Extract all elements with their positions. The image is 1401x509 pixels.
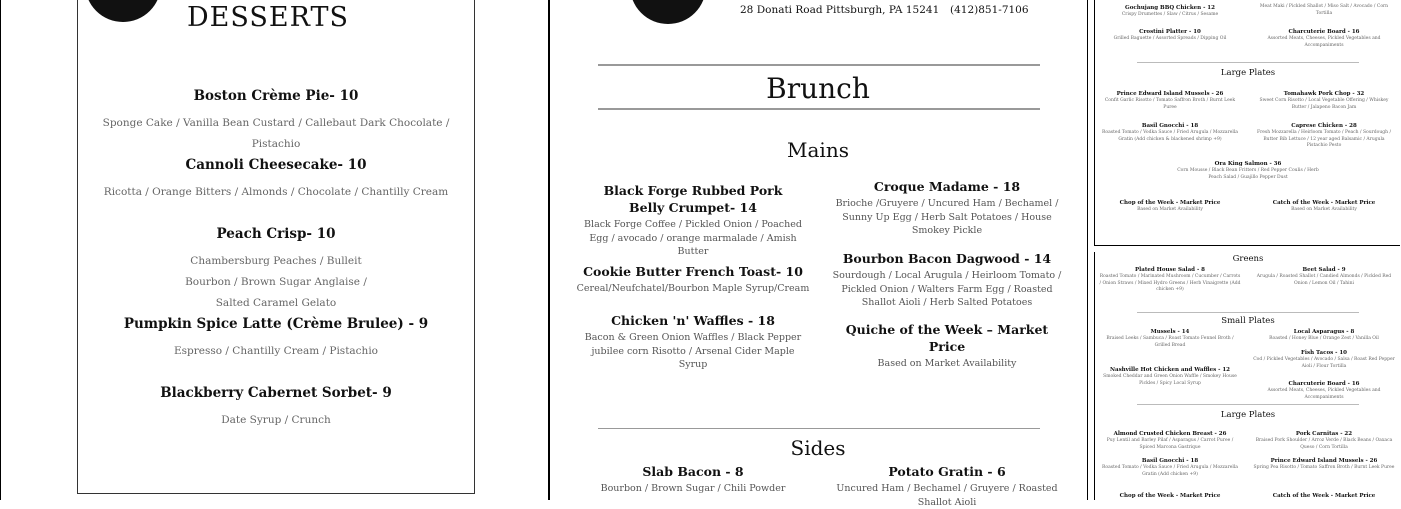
menu-item [1099,328,1241,349]
dinner-menu-page-top [1094,0,1400,246]
dessert-desc: Date Syrup / Crunch [221,414,331,426]
dessert-name: Cannoli Cheesecake- 10 [185,157,367,173]
item-name: Slab Bacon - 8 [642,464,744,479]
item-desc: Braised Leeks / Sambuca / Roast Tomato Fennel Broth / Grilled Bread [1106,336,1234,348]
divider-rule [1137,62,1359,63]
item-desc: Cereal/Neufchatel/Bourbon Maple Syrup/Cream [576,283,810,294]
item-desc: Based on Market Availability [1137,207,1203,212]
large-plates-heading: Large Plates [1220,68,1276,78]
restaurant-phone: (412)851-7106 [950,4,1029,16]
greens-heading: Greens [1232,254,1264,264]
mains-heading: Mains [787,138,849,162]
dessert-item [77,385,475,431]
dessert-desc: Espresso / Chantilly Cream / Pistachio [173,345,378,357]
item-desc: Sourdough / Local Arugula / Heirloom Tomato / Pickled Onion / Walters Farm Egg / Roasted Shallot Aioli / Herb Salted Potatoes [832,270,1062,308]
item-name: Local Asparagus - 8 [1293,329,1355,335]
item-name: Plated House Salad - 8 [1135,267,1205,273]
menu-item [1099,266,1241,294]
item-name: Charcuterie Board - 16 [1288,29,1360,35]
dessert-name: Blackberry Cabernet Sorbet- 9 [160,385,392,401]
item-name: Catch of the Week - Market Price [1272,493,1376,499]
item-desc: Uncured Ham / Bechamel / Gruyere / Roasted Shallot Aioli [836,483,1058,508]
item-name: Potato Gratin - 6 [888,464,1006,479]
item-name: Prince Edward Island Mussels - 26 [1270,458,1378,464]
menu-item [1099,122,1241,143]
item-name: Almond Crusted Chicken Breast - 26 [1113,431,1227,437]
menu-item [576,312,810,372]
item-desc: Black Forge Coffee / Pickled Onion / Poached Egg / avocado / orange marmalade / Amish Butter [584,219,802,257]
menu-item [1099,4,1241,19]
item-name: Charcuterie Board - 16 [1288,381,1360,387]
menu-item [1099,366,1241,387]
large-plates-heading: Large Plates [1220,410,1276,420]
menu-item [830,250,1064,310]
restaurant-logo [630,0,706,24]
menu-item [1099,199,1241,214]
item-name: Tomahawk Pork Chop - 32 [1283,91,1365,97]
menu-item [1253,122,1395,150]
menu-item [830,178,1064,238]
item-name: Nashville Hot Chicken and Waffles - 12 [1109,367,1230,373]
item-desc: Roasted Tomato / Vodka Sauce / Fried Arugula / Mozzarella Gratin (Add chicken +9) [1102,465,1238,477]
item-desc: Roasted Tomato / Vodka Sauce / Fried Arugula / Mozzarella Gratin (Add chicken & blackened shrimp +9) [1102,130,1238,142]
menu-item [1253,4,1395,17]
item-name: Chop of the Week - Market Price [1119,200,1221,206]
dessert-desc: Sponge Cake / Vanilla Bean Custard / Callebaut Dark Chocolate / Pistachio [102,117,450,150]
item-name: Quiche of the Week – Market Price [845,322,1049,354]
divider-rule [1137,312,1359,313]
item-desc: Cod / Pickled Vegetables / Avocado / Salsa / Roast Red Pepper Aioli / Flour Tortilla [1253,357,1395,369]
item-name: Chicken 'n' Waffles - 18 [611,313,775,328]
small-plates-heading: Small Plates [1221,316,1275,326]
item-desc: Brioche /Gruyere / Uncured Ham / Bechamel / Sunny Up Egg / Herb Salt Potatoes / House Smokey Pickle [835,198,1059,236]
menu-item [1099,457,1241,478]
menu-item [1253,349,1395,370]
item-name: Beet Salad - 9 [1302,267,1346,273]
desserts-title: DESSERTS [187,2,349,33]
item-name: Catch of the Week - Market Price [1272,200,1376,206]
menu-item [1099,430,1241,451]
menu-item [1099,90,1241,111]
item-name: Fish Tacos - 10 [1300,350,1347,356]
menu-item [576,463,810,496]
item-name: Black Forge Rubbed Pork Belly Crumpet- 14 [603,183,783,215]
menu-item [576,263,810,296]
divider-rule [1137,404,1359,405]
menu-item [1253,90,1395,111]
dessert-name: Peach Crisp- 10 [216,226,336,242]
item-desc: Puy Lentil and Barley Pilaf / Asparagus / Carrot Puree / Spiced Marcona Gastrique [1106,438,1234,450]
item-name: Crostini Platter - 10 [1139,29,1201,35]
item-name: Croque Madame - 18 [873,179,1021,194]
menu-item [1253,492,1395,500]
desserts-menu-page [0,0,540,500]
dessert-name: Boston Crème Pie- 10 [193,88,359,104]
restaurant-address: 28 Donati Road Pittsburgh, PA 15241 [740,4,940,16]
menu-item [1253,28,1395,49]
menu-item [1253,328,1395,343]
sides-heading: Sides [790,436,846,460]
item-desc: Arugula / Roasted Shallot / Candied Almonds / Pickled Red Onion / Lemon Oil / Tahini [1256,274,1392,286]
menu-item [1253,266,1395,287]
dessert-desc: Ricotta / Orange Bitters / Almonds / Chocolate / Chantilly Cream [103,186,449,198]
item-desc: Crispy Drumettes / Slaw / Citrus / Sesame [1121,12,1219,17]
menu-item [830,321,1064,371]
menu-item [1253,457,1395,472]
menu-item [1253,430,1395,451]
item-desc: Based on Market Availability [877,358,1017,369]
item-desc: Corn Mousse / Black Bean Fritters / Red Pepper Coulis / Herb Peach Salad / Guajillo Pepper Dust [1177,168,1319,180]
menu-item [1177,160,1319,181]
item-desc: Bacon & Green Onion Waffles / Black Pepper jubilee corn Risotto / Arsenal Cider Maple Syrup [584,332,802,370]
item-name: Pork Carnitas - 22 [1295,431,1353,437]
divider-rule [598,428,1040,429]
item-desc: Roasted / Honey Blue / Orange Zest / Vanilla Oil [1269,336,1379,341]
menu-item [1099,492,1241,500]
item-name: Basil Gnocchi - 18 [1141,123,1199,129]
menu-item [1099,28,1241,43]
dessert-item [77,88,475,155]
item-name: Cookie Butter French Toast- 10 [583,264,803,279]
menu-item [1253,380,1395,401]
item-name: Gochujang BBQ Chicken - 12 [1125,5,1215,11]
item-name: Mussels - 14 [1150,329,1190,335]
dinner-menu-page-bottom [1094,252,1400,500]
item-desc: Roasted Tomato / Marinated Mushroom / Cucumber / Carrots / Onion Straws / Mixed Hydro Greens / Herb Vinaigrette (Add chicken +9) [1099,274,1241,292]
item-desc: Spring Pea Risotto / Tomato Saffron Broth / Burnt Leek Puree [1253,465,1395,470]
brunch-menu-page [548,0,1088,508]
item-name: Ora King Salmon - 36 [1214,161,1282,167]
item-desc: Sweet Corn Risotto / Local Vegetable Offering / Whiskey Butter / Jalapeno Bacon Jam [1259,98,1389,110]
menu-item [830,463,1064,509]
dessert-item [77,157,475,203]
item-desc: Confit Garlic Risotto / Tomato Saffron Broth / Burnt Leek Puree [1104,98,1236,110]
item-desc: Bourbon / Brown Sugar / Chili Powder [600,483,786,494]
item-name: Prince Edward Island Mussels - 26 [1116,91,1224,97]
item-desc: Assorted Meats, Cheeses, Pickled Vegetables and Accompaniments [1267,388,1381,400]
item-name: Bourbon Bacon Dagwood - 14 [842,251,1052,266]
brunch-title: Brunch [766,72,870,105]
item-desc: Assorted Meats, Cheeses, Pickled Vegetables and Accompaniments [1267,36,1381,48]
item-name: Basil Gnocchi - 18 [1141,458,1199,464]
item-desc: Fresh Mozzarella / Heirloom Tomato / Peach / Sourdough / Butter Bib Lettuce / 12 year aged Balsamic / Arugula Pistachio Pesto [1256,130,1392,148]
dessert-desc: Chambersburg Peaches / Bulleit Bourbon / Brown Sugar Anglaise / Salted Caramel Gelato [185,255,367,309]
item-desc: Based on Market Availability [1291,207,1357,212]
item-desc: Grilled Baguette / Assorted Spreads / Dipping Oil [1113,36,1227,41]
item-desc: Braised Pork Shoulder / Arroz Verde / Black Beans / Oaxaca Queso / Corn Tortilla [1255,438,1393,450]
menu-item [1253,199,1395,214]
item-desc: Smoked Cheddar and Green Onion Waffle / Smokey House Pickles / Spicy Local Syrup [1103,374,1237,386]
item-desc: Meat Maki / Pickled Shallot / Miso Salt / Avocado / Corn Tortilla [1259,4,1389,16]
divider-rule [598,108,1040,110]
menu-item [576,182,810,259]
item-name: Caprese Chicken - 28 [1291,123,1357,129]
dessert-item [77,316,475,362]
item-name: Chop of the Week - Market Price [1119,493,1221,499]
dessert-name: Pumpkin Spice Latte (Crème Brulee) - 9 [123,316,429,332]
dessert-item [77,226,475,314]
divider-rule [598,64,1040,66]
